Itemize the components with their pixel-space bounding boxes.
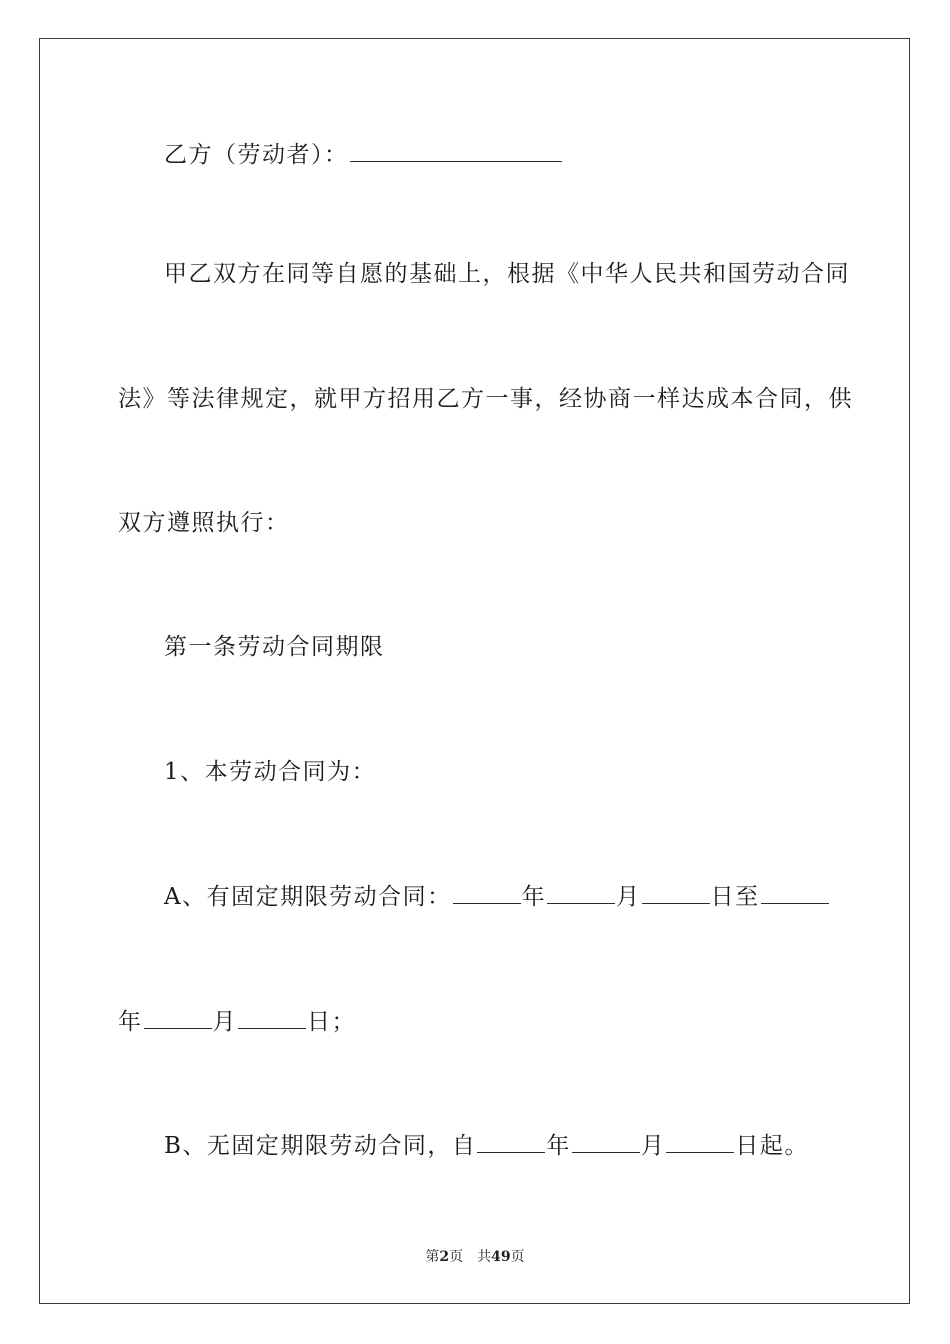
month-label: 月 [212,1009,237,1035]
item-a-line-2 [118,1007,356,1037]
end-month-blank [144,1008,212,1029]
item-1: 1、本劳动合同为： [164,759,377,785]
party-b-label: 乙方（劳动者）： [164,142,349,168]
page-footer [0,1248,950,1266]
start-day-blank [642,883,710,904]
day-end-label: 日； [307,1009,356,1035]
item-b-prefix: B、无固定期限劳动合同，自 [164,1133,477,1159]
day-to-label: 日至 [710,884,760,910]
intro-paragraph-line-1: 甲乙双方在同等自愿的基础上，根据《中华人民共和国劳动合同 [164,261,850,287]
b-day-blank [666,1132,734,1153]
page-mid: 页 共 [449,1249,492,1265]
intro-paragraph-line-3: 双方遵照执行： [118,510,290,536]
item-a-prefix: A、有固定期限劳动合同： [164,884,452,910]
year-label: 年 [546,1133,571,1159]
month-label: 月 [616,884,641,910]
end-year-blank-part [761,883,829,904]
intro-paragraph-line-2: 法》等法律规定，就甲方招用乙方一事，经协商一样达成本合同，供 [118,386,853,412]
b-month-blank [572,1132,640,1153]
item-b-line [164,1131,809,1161]
day-start-label: 日起。 [735,1133,809,1159]
b-year-blank [477,1132,545,1153]
year-label: 年 [521,884,547,910]
start-year-blank [453,883,521,904]
page-prefix: 第 [425,1249,440,1265]
article-1-title: 第一条劳动合同期限 [164,634,385,660]
end-day-blank [238,1008,306,1029]
party-b-line [164,140,563,170]
year-label: 年 [118,1009,143,1035]
page-suffix: 页 [510,1249,525,1265]
total-page-number: 49 [491,1249,511,1265]
month-label: 月 [640,1133,666,1159]
party-b-blank [350,141,562,162]
page-border [39,38,910,1304]
start-month-blank [547,883,615,904]
item-a-line-1 [164,882,830,912]
current-page-number: 2 [439,1249,450,1265]
